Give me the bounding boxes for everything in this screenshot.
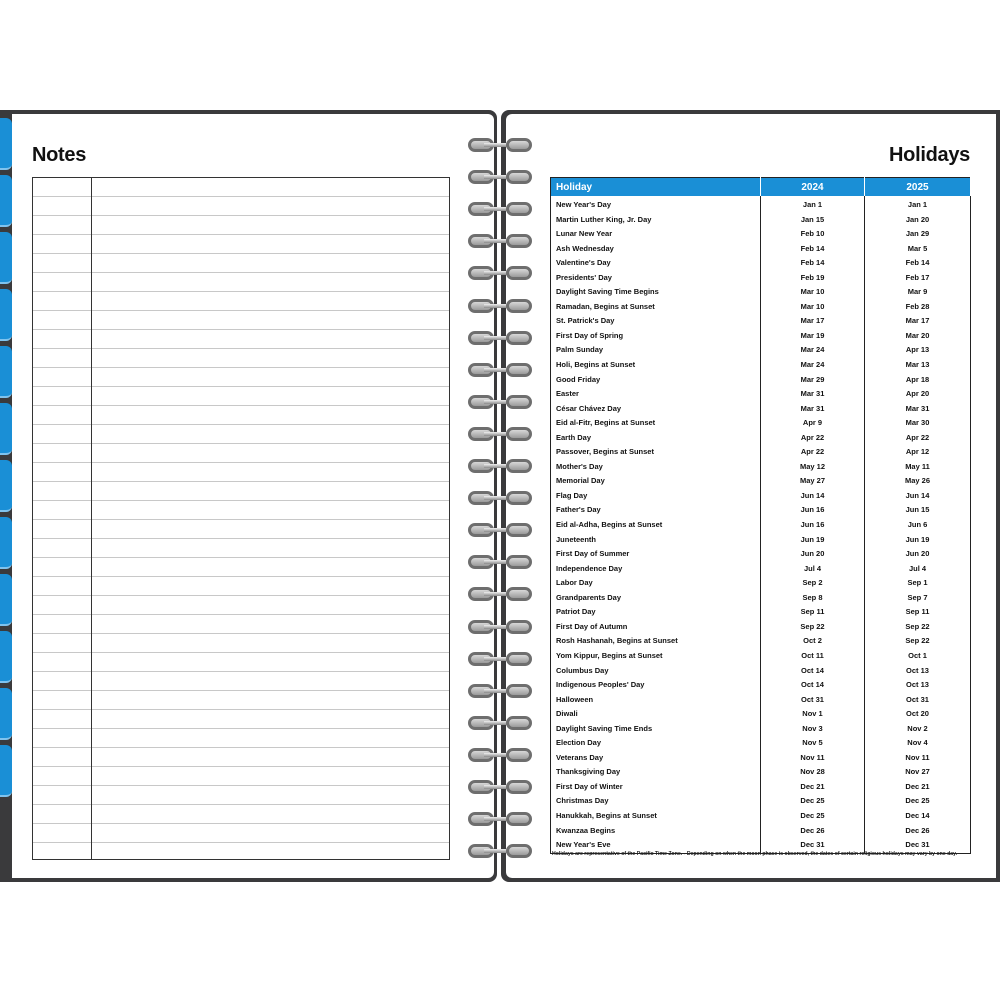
holiday-name: Easter <box>551 387 761 402</box>
date-2024: Nov 28 <box>761 765 865 780</box>
date-2024: Mar 17 <box>761 314 865 329</box>
month-tabs <box>0 118 12 858</box>
date-2025: Jun 15 <box>865 503 971 518</box>
date-2025: Sep 11 <box>865 605 971 620</box>
holiday-name: César Chávez Day <box>551 402 761 417</box>
date-2024: May 12 <box>761 460 865 475</box>
holiday-name: Election Day <box>551 736 761 751</box>
holiday-name: Grandparents Day <box>551 591 761 606</box>
table-row <box>551 489 971 504</box>
spiral-binding <box>466 138 534 866</box>
date-2025: Jun 20 <box>865 547 971 562</box>
date-2025: Mar 5 <box>865 242 971 257</box>
spiral-coil <box>466 523 534 539</box>
date-2025: Feb 17 <box>865 271 971 286</box>
holiday-name: Indigenous Peoples' Day <box>551 678 761 693</box>
holiday-name: First Day of Summer <box>551 547 761 562</box>
notes-margin-line <box>91 178 92 859</box>
date-2024: Dec 25 <box>761 794 865 809</box>
holiday-name: Eid al-Adha, Begins at Sunset <box>551 518 761 533</box>
holiday-name: Patriot Day <box>551 605 761 620</box>
date-2025: Oct 13 <box>865 664 971 679</box>
table-row <box>551 518 971 533</box>
date-2025: Mar 30 <box>865 416 971 431</box>
date-2024: Jun 19 <box>761 533 865 548</box>
table-row <box>551 402 971 417</box>
holiday-name: Ash Wednesday <box>551 242 761 257</box>
date-2024: Mar 31 <box>761 402 865 417</box>
table-row <box>551 591 971 606</box>
table-row <box>551 256 971 271</box>
date-2024: Oct 2 <box>761 634 865 649</box>
table-row <box>551 649 971 664</box>
spiral-coil <box>466 170 534 186</box>
holiday-name: St. Patrick's Day <box>551 314 761 329</box>
date-2024: Jun 20 <box>761 547 865 562</box>
date-2024: Apr 22 <box>761 445 865 460</box>
holidays-header-row <box>551 178 971 197</box>
date-2025: Oct 20 <box>865 707 971 722</box>
holidays-title: Holidays <box>889 144 970 166</box>
table-row <box>551 358 971 373</box>
spiral-coil <box>466 138 534 154</box>
notes-page <box>12 114 494 878</box>
holiday-name: Passover, Begins at Sunset <box>551 445 761 460</box>
date-2024: Nov 5 <box>761 736 865 751</box>
spiral-coil <box>466 555 534 571</box>
date-2025: Feb 28 <box>865 300 971 315</box>
spiral-coil <box>466 234 534 250</box>
date-2025: Oct 13 <box>865 678 971 693</box>
table-row <box>551 794 971 809</box>
date-2024: Feb 14 <box>761 242 865 257</box>
holiday-name: Daylight Saving Time Ends <box>551 722 761 737</box>
date-2024: Feb 19 <box>761 271 865 286</box>
date-2025: Mar 31 <box>865 402 971 417</box>
holiday-name: Halloween <box>551 693 761 708</box>
date-2025: Nov 11 <box>865 751 971 766</box>
holiday-name: Earth Day <box>551 431 761 446</box>
holiday-name: Daylight Saving Time Begins <box>551 285 761 300</box>
holiday-name: Thanksgiving Day <box>551 765 761 780</box>
spiral-coil <box>466 812 534 828</box>
table-row <box>551 809 971 824</box>
date-2025: Dec 26 <box>865 824 971 839</box>
holiday-name: Good Friday <box>551 373 761 388</box>
date-2025: Apr 22 <box>865 431 971 446</box>
date-2025: Sep 22 <box>865 634 971 649</box>
date-2024: Sep 2 <box>761 576 865 591</box>
date-2024: Mar 29 <box>761 373 865 388</box>
holiday-name: Father's Day <box>551 503 761 518</box>
month-tab[interactable] <box>0 574 12 626</box>
holiday-name: New Year's Eve <box>551 838 761 853</box>
date-2024: Feb 14 <box>761 256 865 271</box>
table-row <box>551 765 971 780</box>
date-2024: Dec 25 <box>761 809 865 824</box>
table-row <box>551 445 971 460</box>
date-2025: Jan 20 <box>865 213 971 228</box>
table-row <box>551 576 971 591</box>
date-2025: Jan 29 <box>865 227 971 242</box>
date-2024: Dec 31 <box>761 838 865 853</box>
date-2024: Nov 11 <box>761 751 865 766</box>
date-2025: Feb 14 <box>865 256 971 271</box>
table-row <box>551 285 971 300</box>
holiday-name: Rosh Hashanah, Begins at Sunset <box>551 634 761 649</box>
table-row <box>551 751 971 766</box>
holiday-name: Flag Day <box>551 489 761 504</box>
date-2025: Oct 31 <box>865 693 971 708</box>
date-2025: Dec 31 <box>865 838 971 853</box>
date-2024: Feb 10 <box>761 227 865 242</box>
month-tab[interactable] <box>0 346 12 398</box>
spiral-coil <box>466 684 534 700</box>
table-row <box>551 707 971 722</box>
holidays-page <box>506 114 996 878</box>
date-2024: Oct 14 <box>761 678 865 693</box>
table-row <box>551 314 971 329</box>
holiday-name: Presidents' Day <box>551 271 761 286</box>
table-row <box>551 780 971 795</box>
holidays-footnote: Holidays are representative of the Pacific Time Zone. - Depending on when the moon phase is observed, the dates of certain religious holidays may vary by one day. <box>552 851 958 857</box>
holiday-name: First Day of Spring <box>551 329 761 344</box>
month-tab[interactable] <box>0 517 12 569</box>
date-2025: Nov 4 <box>865 736 971 751</box>
holiday-name: Columbus Day <box>551 664 761 679</box>
holiday-name: Mother's Day <box>551 460 761 475</box>
holiday-name: Valentine's Day <box>551 256 761 271</box>
date-2024: Jun 16 <box>761 518 865 533</box>
spiral-coil <box>466 780 534 796</box>
table-row <box>551 343 971 358</box>
holiday-name: Diwali <box>551 707 761 722</box>
spiral-coil <box>466 427 534 443</box>
spiral-coil <box>466 491 534 507</box>
month-tab[interactable] <box>0 460 12 512</box>
date-2025: Apr 13 <box>865 343 971 358</box>
date-2025: Jun 14 <box>865 489 971 504</box>
spiral-coil <box>466 395 534 411</box>
date-2024: Apr 22 <box>761 431 865 446</box>
date-2025: Mar 9 <box>865 285 971 300</box>
table-row <box>551 605 971 620</box>
date-2025: Jul 4 <box>865 562 971 577</box>
date-2025: May 11 <box>865 460 971 475</box>
date-2025: Jun 6 <box>865 518 971 533</box>
table-row <box>551 664 971 679</box>
table-row <box>551 562 971 577</box>
table-row <box>551 547 971 562</box>
holiday-name: Eid al-Fitr, Begins at Sunset <box>551 416 761 431</box>
date-2025: Apr 12 <box>865 445 971 460</box>
holiday-name: Veterans Day <box>551 751 761 766</box>
date-2025: Jun 19 <box>865 533 971 548</box>
table-row <box>551 373 971 388</box>
month-tab[interactable] <box>0 175 12 227</box>
table-row <box>551 387 971 402</box>
table-row <box>551 242 971 257</box>
date-2025: Jan 1 <box>865 196 971 213</box>
date-2024: Sep 11 <box>761 605 865 620</box>
month-tab[interactable] <box>0 403 12 455</box>
holiday-name: Martin Luther King, Jr. Day <box>551 213 761 228</box>
holidays-table <box>550 177 971 854</box>
date-2025: Oct 1 <box>865 649 971 664</box>
table-row <box>551 533 971 548</box>
spiral-coil <box>466 620 534 636</box>
spiral-coil <box>466 652 534 668</box>
holiday-name: Kwanzaa Begins <box>551 824 761 839</box>
month-tab[interactable] <box>0 118 12 170</box>
date-2025: Mar 17 <box>865 314 971 329</box>
spiral-coil <box>466 459 534 475</box>
holiday-name: New Year's Day <box>551 196 761 213</box>
date-2024: Nov 3 <box>761 722 865 737</box>
date-2024: Sep 22 <box>761 620 865 635</box>
month-tab[interactable] <box>0 232 12 284</box>
notes-title: Notes <box>32 144 87 166</box>
date-2024: Jun 16 <box>761 503 865 518</box>
header-2025: 2025 <box>865 178 971 197</box>
date-2025: May 26 <box>865 474 971 489</box>
date-2025: Mar 20 <box>865 329 971 344</box>
header-2024: 2024 <box>761 178 865 197</box>
table-row <box>551 300 971 315</box>
date-2024: Mar 10 <box>761 285 865 300</box>
spiral-coil <box>466 363 534 379</box>
date-2024: Nov 1 <box>761 707 865 722</box>
notes-lined-area[interactable] <box>32 177 450 860</box>
date-2024: Mar 31 <box>761 387 865 402</box>
month-tab[interactable] <box>0 745 12 797</box>
table-row <box>551 693 971 708</box>
holiday-name: Yom Kippur, Begins at Sunset <box>551 649 761 664</box>
table-row <box>551 474 971 489</box>
table-row <box>551 329 971 344</box>
date-2024: Oct 11 <box>761 649 865 664</box>
date-2025: Nov 2 <box>865 722 971 737</box>
date-2025: Dec 14 <box>865 809 971 824</box>
table-row <box>551 196 971 213</box>
table-row <box>551 736 971 751</box>
table-row <box>551 271 971 286</box>
spiral-coil <box>466 266 534 282</box>
header-holiday: Holiday <box>551 178 761 197</box>
holiday-name: First Day of Winter <box>551 780 761 795</box>
spiral-coil <box>466 748 534 764</box>
date-2024: Mar 10 <box>761 300 865 315</box>
spiral-coil <box>466 844 534 860</box>
spiral-coil <box>466 716 534 732</box>
holiday-name: Labor Day <box>551 576 761 591</box>
date-2025: Sep 1 <box>865 576 971 591</box>
holiday-name: Palm Sunday <box>551 343 761 358</box>
table-row <box>551 678 971 693</box>
date-2025: Apr 18 <box>865 373 971 388</box>
table-row <box>551 227 971 242</box>
date-2024: Sep 8 <box>761 591 865 606</box>
table-row <box>551 634 971 649</box>
table-row <box>551 620 971 635</box>
date-2024: Dec 21 <box>761 780 865 795</box>
holiday-name: Memorial Day <box>551 474 761 489</box>
date-2024: Jun 14 <box>761 489 865 504</box>
date-2024: Jan 1 <box>761 196 865 213</box>
holiday-name: Independence Day <box>551 562 761 577</box>
spiral-coil <box>466 331 534 347</box>
holiday-name: First Day of Autumn <box>551 620 761 635</box>
holiday-name: Christmas Day <box>551 794 761 809</box>
holiday-name: Holi, Begins at Sunset <box>551 358 761 373</box>
date-2024: Oct 31 <box>761 693 865 708</box>
table-row <box>551 503 971 518</box>
date-2024: Mar 19 <box>761 329 865 344</box>
holiday-name: Lunar New Year <box>551 227 761 242</box>
date-2025: Sep 7 <box>865 591 971 606</box>
date-2025: Dec 21 <box>865 780 971 795</box>
date-2024: Mar 24 <box>761 358 865 373</box>
date-2025: Apr 20 <box>865 387 971 402</box>
table-row <box>551 722 971 737</box>
table-row <box>551 213 971 228</box>
date-2024: May 27 <box>761 474 865 489</box>
table-row <box>551 824 971 839</box>
month-tab[interactable] <box>0 289 12 341</box>
table-row <box>551 460 971 475</box>
date-2025: Nov 27 <box>865 765 971 780</box>
holiday-name: Ramadan, Begins at Sunset <box>551 300 761 315</box>
date-2024: Apr 9 <box>761 416 865 431</box>
table-row <box>551 431 971 446</box>
date-2024: Oct 14 <box>761 664 865 679</box>
date-2024: Dec 26 <box>761 824 865 839</box>
spiral-coil <box>466 587 534 603</box>
holiday-name: Juneteenth <box>551 533 761 548</box>
spiral-coil <box>466 299 534 315</box>
date-2024: Mar 24 <box>761 343 865 358</box>
date-2025: Dec 25 <box>865 794 971 809</box>
month-tab[interactable] <box>0 631 12 683</box>
holiday-name: Hanukkah, Begins at Sunset <box>551 809 761 824</box>
date-2025: Mar 13 <box>865 358 971 373</box>
date-2024: Jul 4 <box>761 562 865 577</box>
spiral-coil <box>466 202 534 218</box>
date-2024: Jan 15 <box>761 213 865 228</box>
date-2025: Sep 22 <box>865 620 971 635</box>
month-tab[interactable] <box>0 688 12 740</box>
table-row <box>551 416 971 431</box>
